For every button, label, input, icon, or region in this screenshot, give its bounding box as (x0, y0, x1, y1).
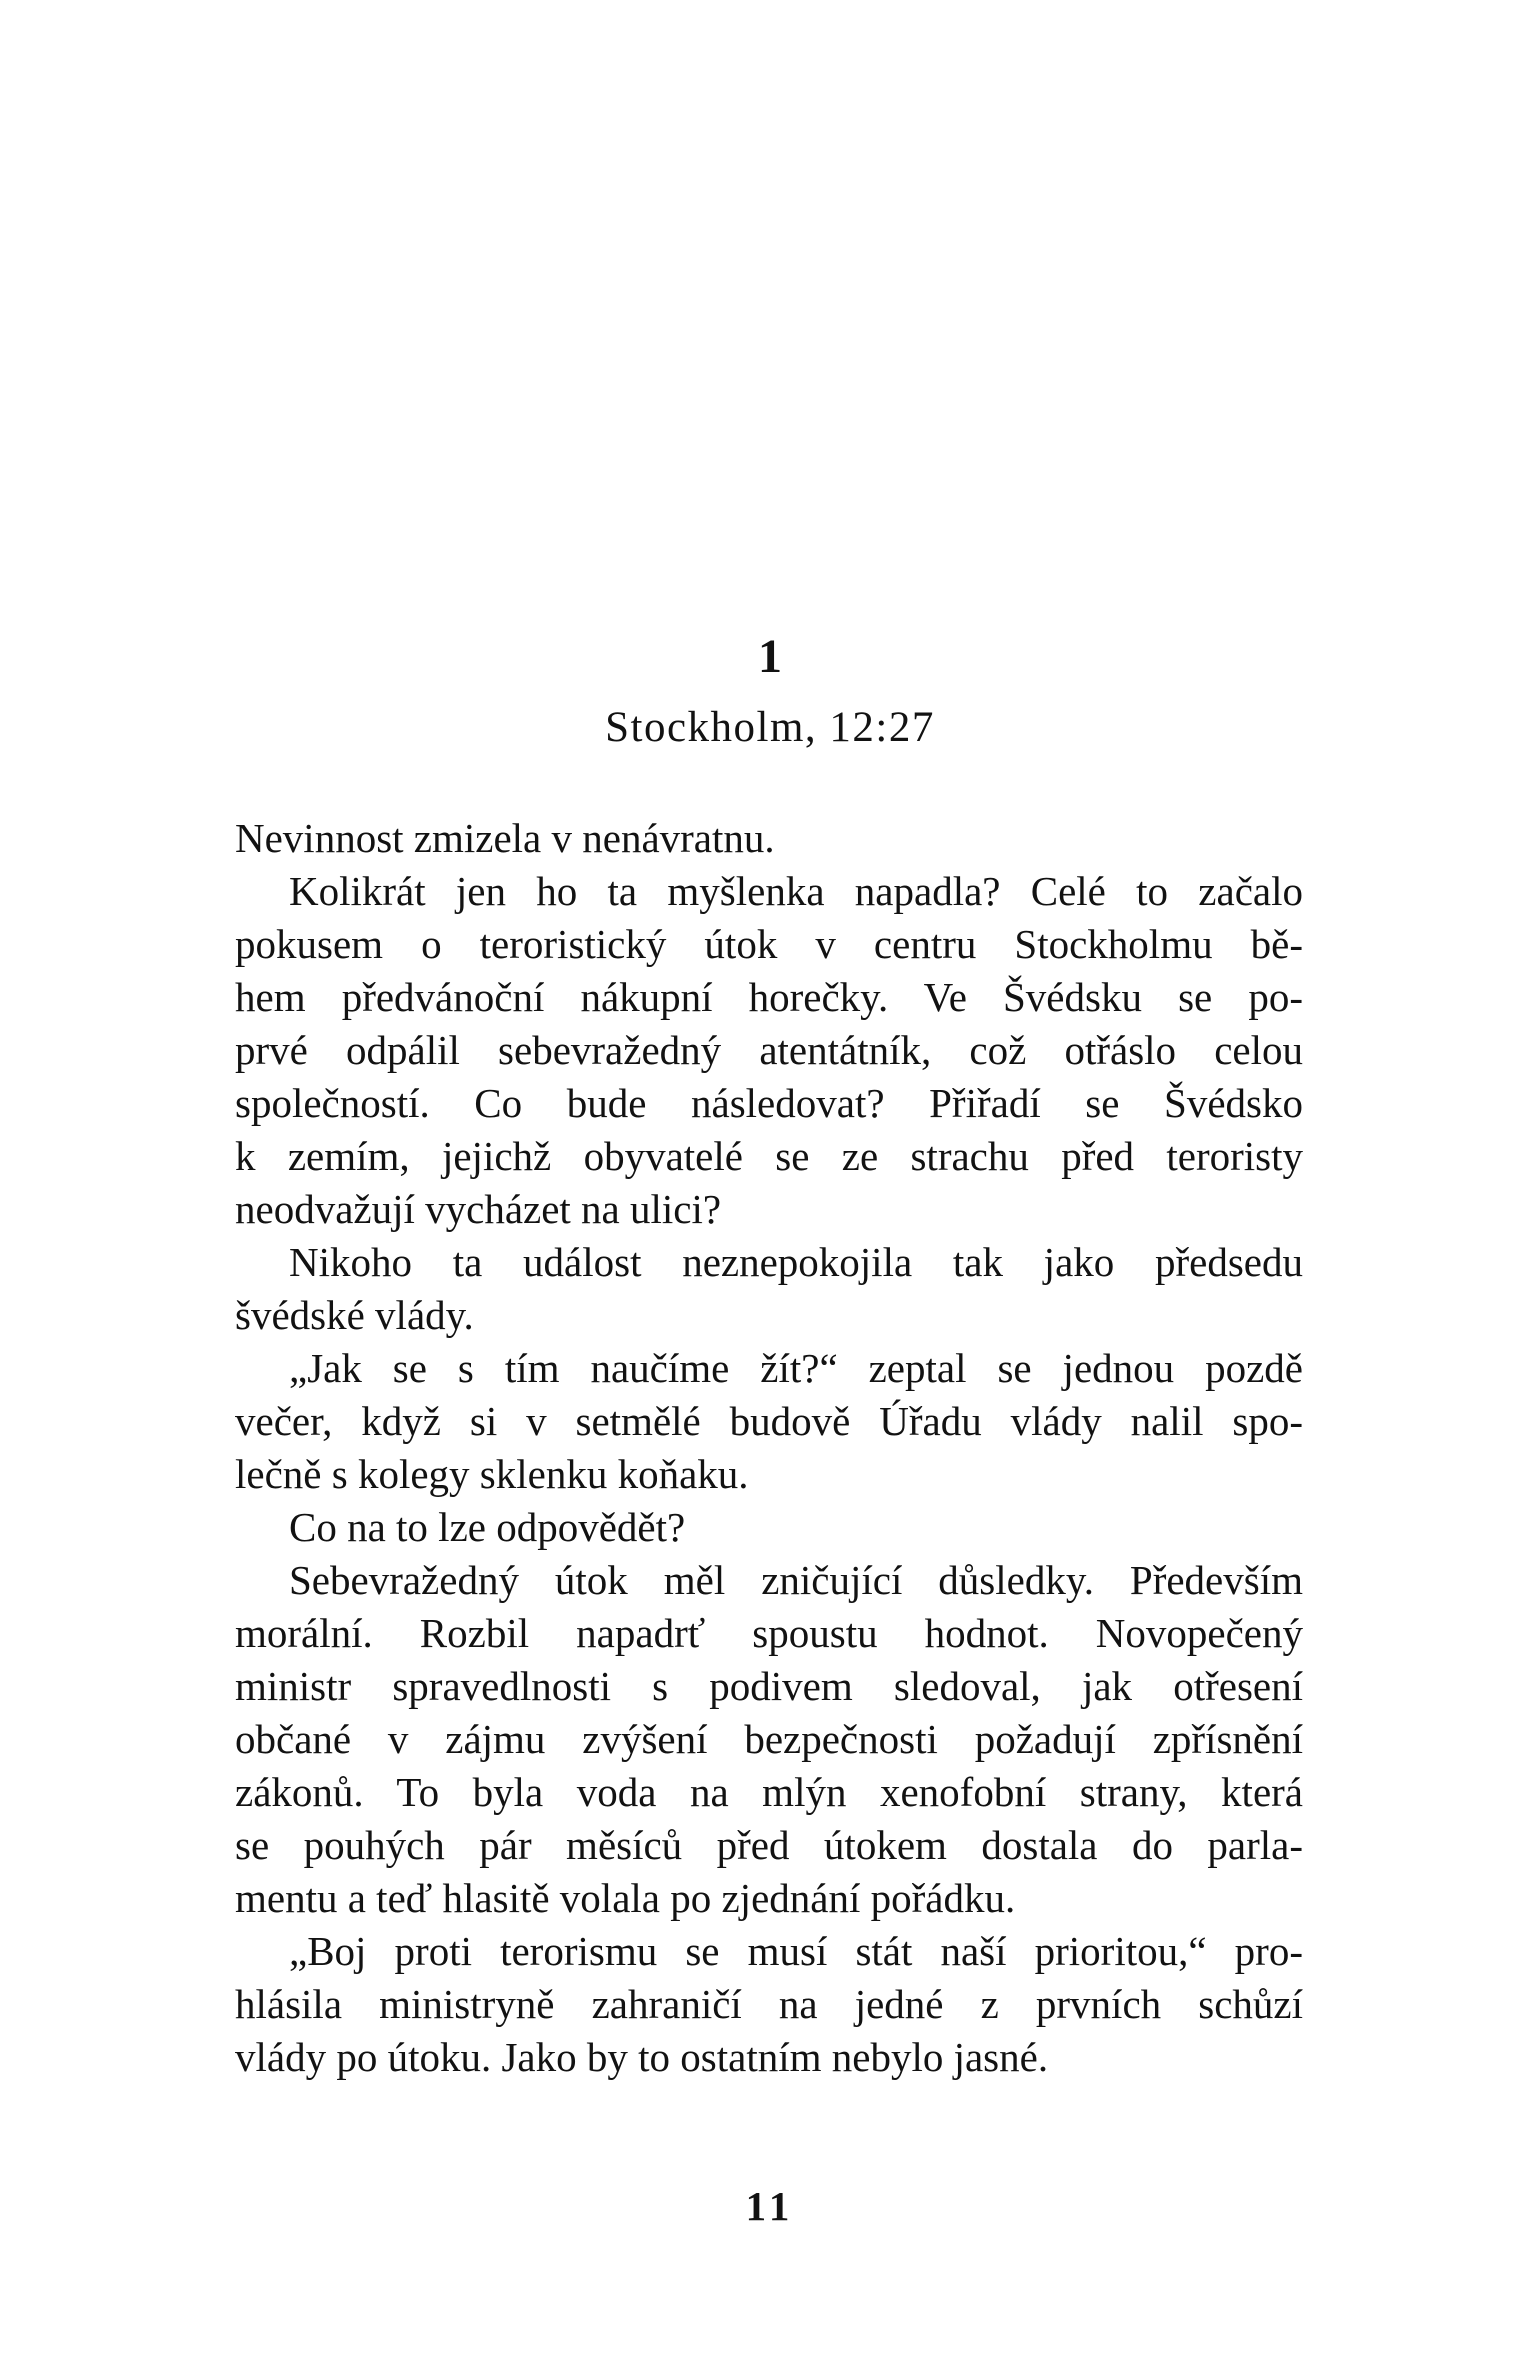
text-line: Co na to lze odpovědět? (289, 1504, 686, 1550)
text-line: zákonů. To byla voda na mlýn xenofobní strany, která (235, 1769, 1303, 1815)
text-line: ministr spravedlnosti s podivem sledoval, jak otřesení (235, 1663, 1303, 1709)
text-line: společností. Co bude následovat? Přiřadí se Švédsko (235, 1080, 1303, 1126)
text-line: „Jak se s tím naučíme žít?“ zeptal se jednou pozdě (289, 1345, 1303, 1391)
text-line: pokusem o teroristický útok v centru Stockholmu bě- (235, 921, 1303, 967)
text-line: se pouhých pár měsíců před útokem dostala do parla- (235, 1822, 1303, 1868)
text-line: morální. Rozbil napadrť spoustu hodnot. Novopečený (235, 1610, 1303, 1656)
text-line: prvé odpálil sebevražedný atentátník, což otřáslo celou (235, 1027, 1303, 1073)
text-line: švédské vlády. (235, 1292, 474, 1338)
text-line: hem předvánoční nákupní horečky. Ve Švédsku se po- (235, 974, 1303, 1020)
text-line: Kolikrát jen ho ta myšlenka napadla? Celé to začalo (289, 868, 1303, 914)
text-line: Nikoho ta událost neznepokojila tak jako předsedu (289, 1239, 1303, 1285)
body-text (235, 812, 1303, 2084)
chapter-dateline: Stockholm, 12:27 (605, 704, 935, 751)
text-line: občané v zájmu zvýšení bezpečnosti požadují zpřísnění (235, 1716, 1303, 1762)
text-line: vlády po útoku. Jako by to ostatním nebylo jasné. (235, 2034, 1049, 2080)
text-line: Nevinnost zmizela v nenávratnu. (235, 815, 775, 861)
text-line: mentu a teď hlasitě volala po zjednání pořádku. (235, 1875, 1016, 1921)
text-line: hlásila ministryně zahraničí na jedné z prvních schůzí (235, 1981, 1303, 2027)
text-line: „Boj proti terorismu se musí stát naší prioritou,“ pro- (289, 1928, 1303, 1974)
text-line: lečně s kolegy sklenku koňaku. (235, 1451, 749, 1497)
text-line: k zemím, jejichž obyvatelé se ze strachu před teroristy (235, 1133, 1303, 1179)
text-line: Sebevražedný útok měl zničující důsledky. Především (289, 1557, 1303, 1603)
text-line: neodvažují vycházet na ulici? (235, 1186, 722, 1232)
text-line: večer, když si v setmělé budově Úřadu vlády nalil spo- (235, 1398, 1303, 1444)
page-number: 11 (745, 2183, 795, 2229)
chapter-number: 1 (758, 630, 782, 683)
